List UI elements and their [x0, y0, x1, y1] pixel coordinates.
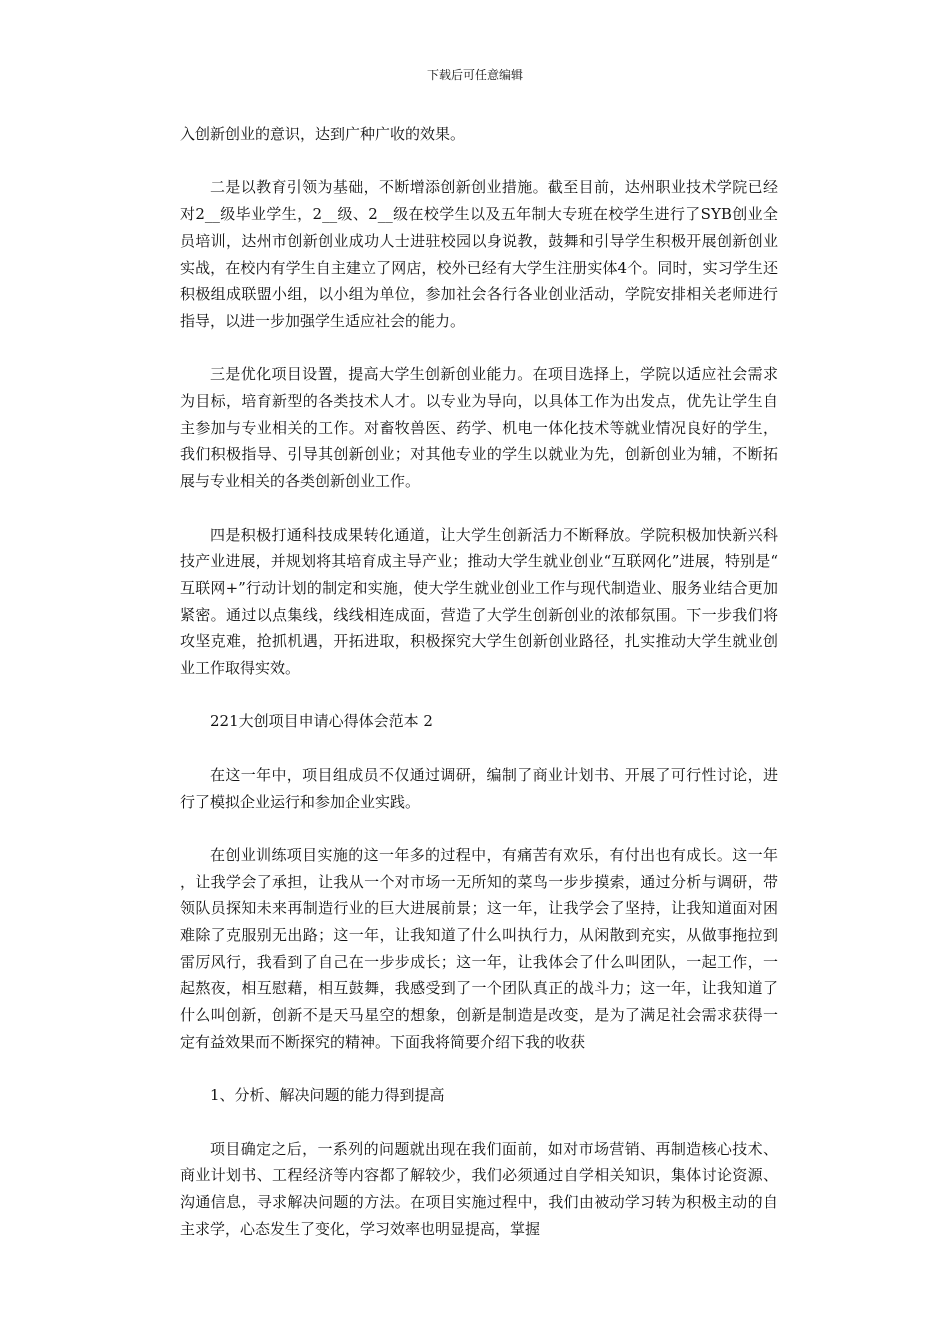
paragraph-3: 三是优化项目设置，提高大学生创新创业能力。在项目选择上，学院以适应社会需求为目标，培育新型的各类技术人才。以专业为导向，以具体工作为出发点，优先让学生自主参加与专业相关的工作。对畜牧兽医、药学、机电一体化技术等就业情况良好的学生，我们积极指导、引导其创新创业；对其他专业的学生以就业为先，创新创业为辅，不断拓展与专业相关的各类创新创业工作。 [180, 365, 778, 491]
paragraph-1: 入创新创业的意识，达到广种广收的效果。 [180, 125, 466, 143]
paragraph-7: 项目确定之后，一系列的问题就出现在我们面前，如对市场营销、再制造核心技术、商业计划书、工程经济等内容都了解较少，我们必须通过自学相关知识，集体讨论资源、沟通信息，寻求解决问题的方法。在项目实施过程中，我们由被动学习转为积极主动的自主求学，心态发生了变化，学习效率也明显提高，掌握 [180, 1139, 778, 1238]
document-body [180, 121, 778, 1269]
paragraph-2: 二是以教育引领为基础，不断增添创新创业措施。截至目前，达州职业技术学院已经对2__级毕业学生，2__级、2__级在校学生以及五年制大专班在校学生进行了SYB创业全员培训，达州市创新创业成功人士进驻校园以身说教，鼓舞和引导学生积极开展创新创业实战，在校内有学生自主建立了网店，校外已经有大学生注册实体4个。同时，实习学生还积极组成联盟小组，以小组为单位，参加社会各行各业创业活动，学院安排相关老师进行指导，以进一步加强学生适应社会的能力。 [180, 178, 778, 330]
page-header: 下载后可任意编辑 [426, 68, 523, 82]
subsection-heading: 1、分析、解决问题的能力得到提高 [210, 1086, 445, 1105]
paragraph-6: 在创业训练项目实施的这一年多的过程中，有痛苦有欢乐，有付出也有成长。这一年，让我学会了承担，让我从一个对市场一无所知的菜鸟一步步摸索，通过分析与调研，带领队员探知未来再制造行业的巨大进展前景；这一年，让我学会了坚持，让我知道面对困难除了克服别无出路；这一年，让我知道了什么叫执行力，从闲散到充实，从做事拖拉到雷厉风行，我看到了自己在一步步成长；这一年，让我体会了什么叫团队，一起工作，一起熬夜，相互慰藉，相互鼓舞，我感受到了一个团队真正的战斗力；这一年，让我知道了什么叫创新，创新不是天马星空的想象，创新是制造是改变，是为了满足社会需求获得一定有益效果而不断探究的精神。下面我将简要介绍下我的收获 [180, 845, 778, 1051]
paragraph-4: 四是积极打通科技成果转化通道，让大学生创新活力不断释放。学院积极加快新兴科技产业进展，并规划将其培育成主导产业；推动大学生就业创业“互联网化”进展，特别是“互联网+”行动计划的制定和实施，使大学生就业创业工作与现代制造业、服务业结合更加紧密。通过以点集线，线线相连成面，营造了大学生创新创业的浓郁氛围。下一步我们将攻坚克难，抢抓机遇，开拓进取，积极探究大学生创新创业路径，扎实推动大学生就业创业工作取得实效。 [180, 525, 778, 678]
paragraph-5: 在这一年中，项目组成员不仅通过调研，编制了商业计划书、开展了可行性讨论，进行了模拟企业运行和参加企业实践。 [180, 765, 778, 811]
section-title: 221大创项目申请心得体会范本 2 [210, 712, 433, 731]
